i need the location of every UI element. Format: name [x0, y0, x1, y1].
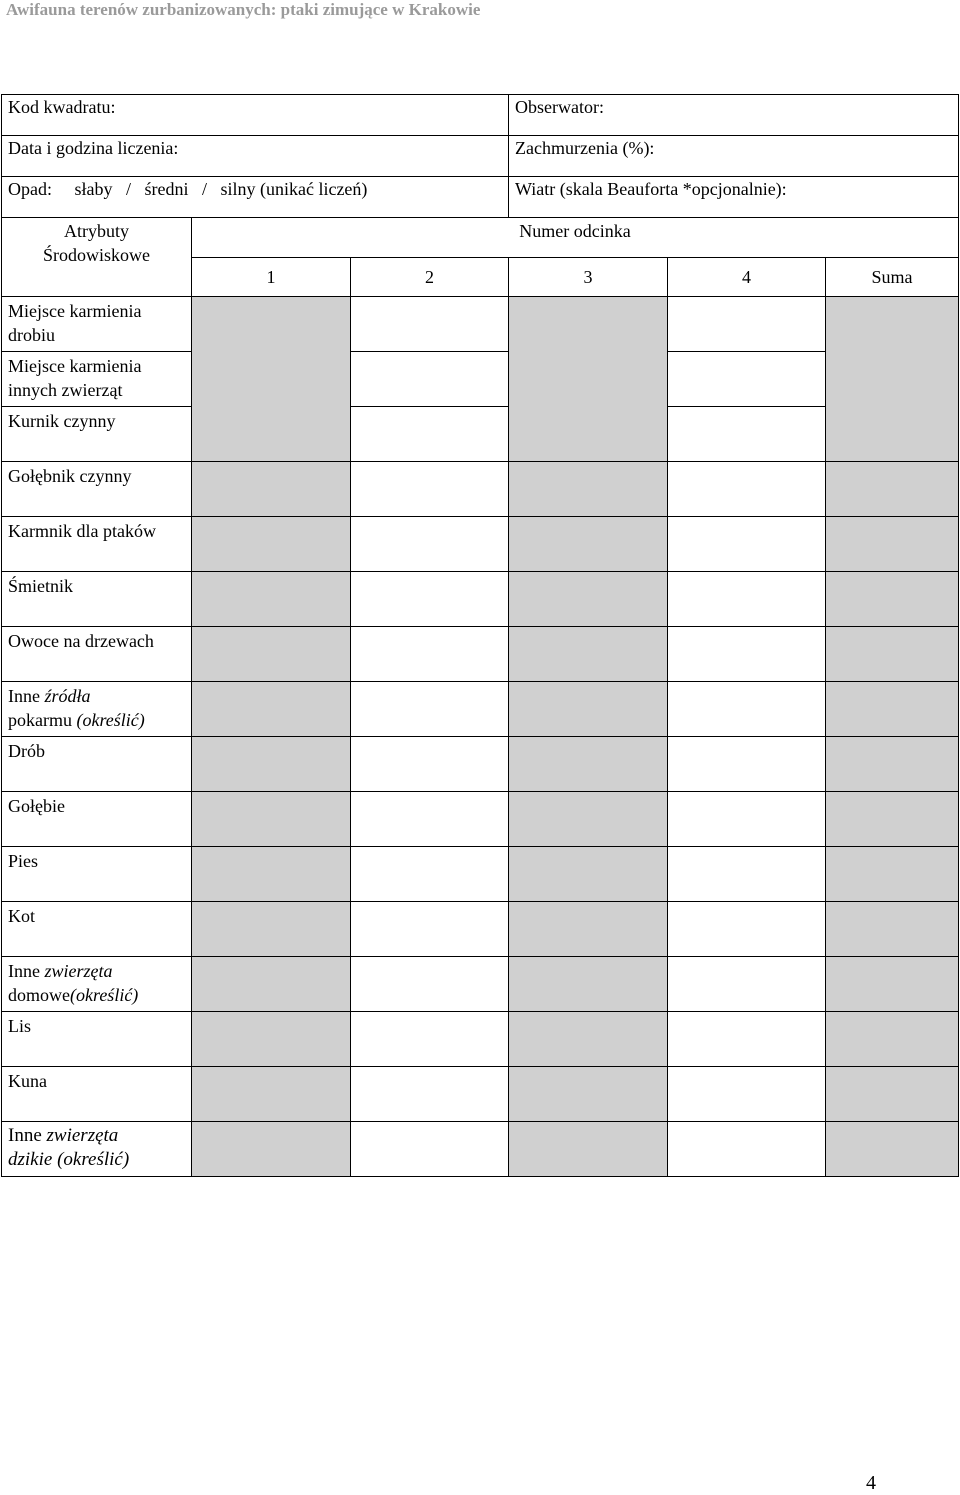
- wiatr-field[interactable]: [509, 177, 959, 218]
- cell-shaded[interactable]: [509, 1012, 668, 1067]
- info-row-2: [2, 136, 959, 177]
- cell-shaded[interactable]: [509, 792, 668, 847]
- table-row: [2, 737, 959, 792]
- cell-shaded[interactable]: [192, 957, 351, 1012]
- row-label: Kurnik czynny: [2, 407, 192, 462]
- cell-shaded[interactable]: [509, 462, 668, 517]
- cell-input[interactable]: [668, 462, 826, 517]
- table-row: [2, 792, 959, 847]
- column-header-4: 4: [668, 258, 826, 297]
- cell-shaded[interactable]: [509, 957, 668, 1012]
- attributes-header: [2, 218, 192, 297]
- opad-label: Opad: słaby / średni / silny (unikać liczeń): [8, 179, 368, 199]
- attributes-header-line2: Środowiskowe: [43, 245, 150, 265]
- cell-input[interactable]: [351, 572, 509, 627]
- cell-shaded[interactable]: [509, 847, 668, 902]
- zachmurzenia-field[interactable]: [509, 136, 959, 177]
- column-header-3: 3: [509, 258, 668, 297]
- cell-input[interactable]: [351, 462, 509, 517]
- observation-form-table: [1, 94, 959, 1177]
- row-label: Drób: [2, 737, 192, 792]
- cell-shaded[interactable]: [826, 517, 959, 572]
- cell-shaded[interactable]: [192, 792, 351, 847]
- cell-shaded[interactable]: [192, 847, 351, 902]
- info-row-1: [2, 95, 959, 136]
- table-row: [2, 462, 959, 517]
- column-header-2: 2: [351, 258, 509, 297]
- cell-input[interactable]: [351, 902, 509, 957]
- cell-input[interactable]: [668, 517, 826, 572]
- cell-shaded[interactable]: [509, 517, 668, 572]
- cell-input[interactable]: [668, 1012, 826, 1067]
- cell-shaded[interactable]: [826, 792, 959, 847]
- cell-input[interactable]: [668, 297, 826, 352]
- cell-shaded[interactable]: [826, 627, 959, 682]
- cell-input[interactable]: [668, 627, 826, 682]
- cell-shaded[interactable]: [826, 957, 959, 1012]
- cell-shaded[interactable]: [192, 462, 351, 517]
- table-row: [2, 1122, 959, 1177]
- opad-field[interactable]: [2, 177, 509, 218]
- row-label: Gołębie: [2, 792, 192, 847]
- kod-kwadratu-field[interactable]: [2, 95, 509, 136]
- page-number: 4: [866, 1472, 876, 1494]
- cell-input[interactable]: [668, 737, 826, 792]
- cell-shaded[interactable]: [826, 847, 959, 902]
- table-row: [2, 1067, 959, 1122]
- cell-input[interactable]: [668, 792, 826, 847]
- row-label: Inne zwierzęta dzikie (określić): [2, 1122, 192, 1177]
- cell-input[interactable]: [668, 682, 826, 737]
- row-label: Inne źródła pokarmu (określić): [2, 682, 192, 737]
- cell-shaded[interactable]: [192, 627, 351, 682]
- cell-input[interactable]: [351, 847, 509, 902]
- kod-kwadratu-label: Kod kwadratu:: [8, 97, 116, 117]
- cell-shaded[interactable]: [826, 682, 959, 737]
- attributes-header-line1: Atrybuty: [64, 221, 129, 241]
- obserwator-label: Obserwator:: [515, 97, 604, 117]
- cell-shaded[interactable]: [509, 1067, 668, 1122]
- cell-input[interactable]: [351, 352, 509, 407]
- row-label: Inne zwierzęta domowe(określić): [2, 957, 192, 1012]
- cell-input[interactable]: [351, 627, 509, 682]
- cell-input[interactable]: [668, 1067, 826, 1122]
- numer-odcinka-header: Numer odcinka: [192, 218, 959, 258]
- cell-input[interactable]: [668, 847, 826, 902]
- cell-shaded[interactable]: [192, 737, 351, 792]
- cell-shaded[interactable]: [826, 902, 959, 957]
- table-row: [2, 297, 959, 352]
- table-row: [2, 407, 959, 462]
- row-label: Miejsce karmienia innych zwierząt: [2, 352, 192, 407]
- cell-shaded[interactable]: [509, 572, 668, 627]
- obserwator-field[interactable]: [509, 95, 959, 136]
- cell-input[interactable]: [351, 297, 509, 352]
- table-row: [2, 902, 959, 957]
- cell-shaded[interactable]: [192, 1122, 351, 1177]
- cell-input[interactable]: [351, 1067, 509, 1122]
- cell-input[interactable]: [351, 1012, 509, 1067]
- row-label: Gołębnik czynny: [2, 462, 192, 517]
- table-row: [2, 352, 959, 407]
- cell-input[interactable]: [668, 352, 826, 407]
- data-godzina-label: Data i godzina liczenia:: [8, 138, 179, 158]
- cell-shaded[interactable]: [509, 737, 668, 792]
- cell-input[interactable]: [351, 792, 509, 847]
- table-header-row-1: [2, 218, 959, 258]
- row-label: Miejsce karmienia drobiu: [2, 297, 192, 352]
- cell-input[interactable]: [351, 1122, 509, 1177]
- table-row: [2, 847, 959, 902]
- cell-shaded[interactable]: [192, 682, 351, 737]
- row-label: Pies: [2, 847, 192, 902]
- info-row-3: [2, 177, 959, 218]
- row-label: Kot: [2, 902, 192, 957]
- table-row: [2, 517, 959, 572]
- cell-input[interactable]: [668, 1122, 826, 1177]
- row-label: Karmnik dla ptaków: [2, 517, 192, 572]
- cell-shaded[interactable]: [826, 737, 959, 792]
- document-header: Awifauna terenów zurbanizowanych: ptaki zimujące w Krakowie: [6, 0, 481, 19]
- zachmurzenia-label: Zachmurzenia (%):: [515, 138, 655, 158]
- table-row: [2, 1012, 959, 1067]
- data-godzina-field[interactable]: [2, 136, 509, 177]
- cell-input[interactable]: [668, 957, 826, 1012]
- cell-shaded[interactable]: [509, 682, 668, 737]
- cell-shaded[interactable]: [192, 517, 351, 572]
- cell-input[interactable]: [668, 902, 826, 957]
- cell-input[interactable]: [668, 407, 826, 462]
- cell-shaded[interactable]: [192, 572, 351, 627]
- cell-shaded[interactable]: [826, 572, 959, 627]
- column-header-1: 1: [192, 258, 351, 297]
- table-row: [2, 572, 959, 627]
- wiatr-label: Wiatr (skala Beauforta *opcjonalnie):: [515, 179, 787, 199]
- cell-input[interactable]: [668, 572, 826, 627]
- cell-input[interactable]: [351, 517, 509, 572]
- row-label: Śmietnik: [2, 572, 192, 627]
- cell-shaded[interactable]: [509, 627, 668, 682]
- cell-input[interactable]: [351, 737, 509, 792]
- cell-shaded[interactable]: [826, 1012, 959, 1067]
- cell-shaded[interactable]: [509, 1122, 668, 1177]
- table-row: [2, 957, 959, 1012]
- row-label: Lis: [2, 1012, 192, 1067]
- table-row: [2, 627, 959, 682]
- cell-shaded[interactable]: [826, 1067, 959, 1122]
- cell-input[interactable]: [351, 957, 509, 1012]
- cell-shaded[interactable]: [192, 297, 351, 462]
- cell-shaded[interactable]: [192, 902, 351, 957]
- cell-shaded[interactable]: [509, 297, 668, 462]
- cell-shaded[interactable]: [192, 1067, 351, 1122]
- cell-shaded[interactable]: [509, 902, 668, 957]
- column-header-suma: Suma: [826, 258, 959, 297]
- table-row: [2, 682, 959, 737]
- row-label: Owoce na drzewach: [2, 627, 192, 682]
- cell-shaded[interactable]: [826, 462, 959, 517]
- cell-input[interactable]: [351, 682, 509, 737]
- cell-shaded[interactable]: [192, 1012, 351, 1067]
- cell-shaded[interactable]: [826, 1122, 959, 1177]
- cell-input[interactable]: [351, 407, 509, 462]
- row-label: Kuna: [2, 1067, 192, 1122]
- cell-shaded[interactable]: [826, 297, 959, 462]
